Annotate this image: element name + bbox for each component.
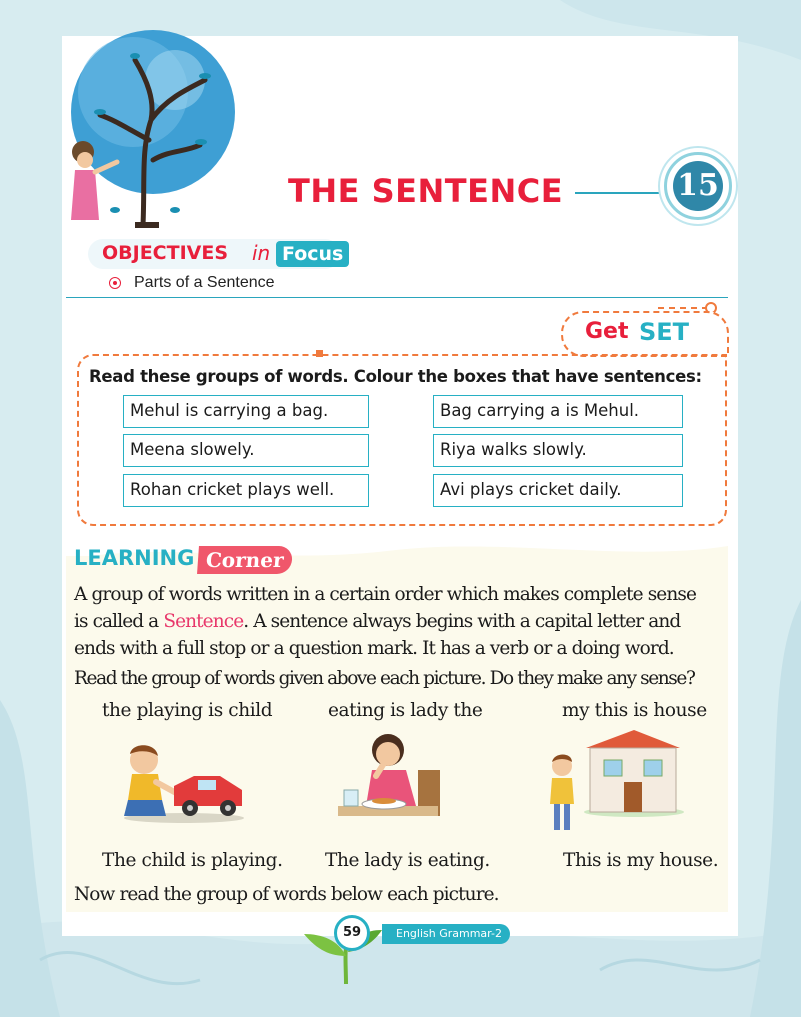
bullet-icon: [109, 277, 121, 289]
book-title: English Grammar-2: [382, 924, 510, 944]
activity-box-marker: [316, 350, 323, 357]
objectives-heading: [88, 239, 344, 269]
chapter-number: 15: [673, 161, 723, 211]
sentence-option-box[interactable]: Avi plays cricket daily.: [433, 474, 683, 507]
objectives-word: OBJECTIVES: [102, 242, 229, 264]
paragraph-line: ends with a full stop or a question mark. It has a verb or a doing word.: [74, 638, 674, 659]
correct-sentence: This is my house.: [563, 850, 719, 871]
paragraph-line: [74, 611, 730, 632]
paragraph-line: Now read the group of words below each picture.: [74, 884, 499, 905]
get-word: Get: [585, 319, 629, 344]
correct-sentence: The lady is eating.: [325, 850, 490, 871]
activity-instruction: Read these groups of words. Colour the boxes that have sentences:: [89, 367, 702, 386]
boy-house-icon: [544, 726, 684, 838]
sentence-option-box[interactable]: Rohan cricket plays well.: [123, 474, 369, 507]
chapter-title: THE SENTENCE: [288, 172, 564, 210]
page-number: 59: [334, 915, 370, 951]
objectives-in-word: in: [252, 241, 271, 265]
globe-tree-illustration: [55, 20, 240, 235]
paragraph-text: is called a: [74, 611, 164, 632]
paragraph-text: . A sentence always begins with a capital letter and: [243, 611, 681, 632]
highlighted-term: Sentence: [163, 611, 244, 632]
corner-word: Corner: [197, 546, 293, 574]
jumbled-words: the playing is child: [102, 700, 273, 721]
objective-item: Parts of a Sentence: [134, 274, 275, 291]
lady-eating-icon: [336, 730, 446, 822]
jumbled-words: my this is house: [562, 700, 707, 721]
objectives-focus-word: Focus: [276, 241, 349, 267]
learning-word: LEARNING: [74, 546, 195, 570]
paragraph-line: Read the group of words given above each picture. Do they make any sense?: [74, 668, 695, 689]
sentence-option-box[interactable]: Bag carrying a is Mehul.: [433, 395, 683, 428]
get-set-heading: [561, 311, 729, 357]
child-playing-icon: [116, 738, 250, 824]
jumbled-words: eating is lady the: [328, 700, 483, 721]
get-set-connector: [658, 307, 708, 309]
correct-sentence: The child is playing.: [102, 850, 283, 871]
chapter-number-badge: [664, 152, 732, 220]
paragraph-line: A group of words written in a certain order which makes complete sense: [74, 584, 696, 605]
objectives-rule: [66, 297, 728, 298]
sentence-option-box[interactable]: Riya walks slowly.: [433, 434, 683, 467]
title-rule: [575, 192, 667, 194]
set-word: SET: [639, 318, 690, 346]
sentence-option-box[interactable]: Meena slowely.: [123, 434, 369, 467]
sentence-option-box[interactable]: Mehul is carrying a bag.: [123, 395, 369, 428]
